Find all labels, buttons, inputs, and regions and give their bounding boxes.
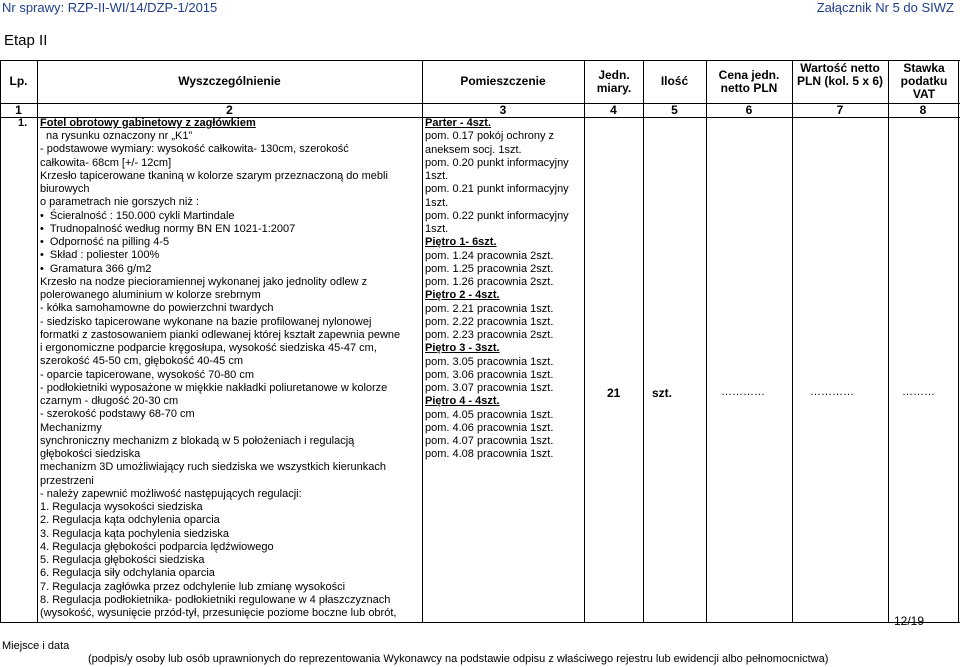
- description-line: czarnym - długość 20-30 cm: [40, 395, 179, 407]
- description-line: synchroniczny mechanizm z blokadą w 5 położeniach i regulacją: [40, 434, 355, 447]
- description-line: • Odporność na pilling 4-5: [40, 236, 169, 249]
- description-line: 1. Regulacja wysokości siedziska: [40, 501, 203, 513]
- room-line: pom. 2.21 pracownia 1szt.: [425, 302, 554, 315]
- grid-line: [888, 60, 889, 622]
- description-line: 6. Regulacja siły odchylania oparcia: [40, 567, 215, 580]
- description-line: (wysokość, wysunięcie przód-tył, przesunięcie poziome boczne lub obrót,: [40, 607, 397, 619]
- description-line: - należy zapewnić możliwość następujących regulacji:: [40, 487, 302, 500]
- room-line: pom. 3.06 pracownia 1szt.: [425, 368, 554, 381]
- description-line: - podłokietniki wyposażone w miękkie nakładki poliuretanowe w kolorze: [40, 381, 388, 394]
- room-line: pom. 2.22 pracownia 1szt.: [425, 315, 554, 328]
- room-line: pom. 4.07 pracownia 1szt.: [425, 435, 554, 447]
- grid-line: [0, 622, 960, 623]
- unit-value: szt.: [652, 386, 673, 400]
- description-line: • Gramatura 366 g/m2: [40, 263, 151, 276]
- room-line: 1szt.: [425, 196, 449, 209]
- description-line: Krzesło tapicerowane tkaniną w kolorze szarym przeznaczoną do mebli: [40, 169, 388, 182]
- room-line: pom. 1.26 pracownia 2szt.: [425, 276, 554, 288]
- description-line: 4. Regulacja głębokości podparcia lędźwiowego: [40, 540, 274, 553]
- grid-line: [37, 60, 38, 622]
- room-line: pom. 4.06 pracownia 1szt.: [425, 421, 554, 434]
- grid-line: [958, 60, 959, 622]
- description-line: 3. Regulacja kąta pochylenia siedziska: [40, 527, 229, 540]
- col-number: 4: [610, 103, 617, 117]
- room-line: pom. 4.05 pracownia 1szt.: [425, 408, 554, 421]
- row-number: 1.: [18, 117, 28, 129]
- col-number: 8: [919, 103, 927, 117]
- description-line: 8. Regulacja podłokietnika- podłokietniki regulowane w 4 płaszczyznach: [40, 593, 391, 606]
- room-line: pom. 0.21 punkt informacyjny: [425, 183, 569, 196]
- description-line: polerowanego aluminium w kolorze srebrnym: [40, 289, 261, 301]
- col-header-description: Wyszczególnienie: [178, 74, 281, 88]
- room-line: pom. 0.22 punkt informacyjny: [425, 209, 569, 222]
- col-header-unit: Jedn. miary.: [596, 68, 632, 95]
- floor-heading: Piętro 2 - 4szt.: [425, 289, 500, 302]
- description-line: formatki z zastosowaniem pianki odlewanej której kształt zapewnia pewne: [40, 328, 401, 341]
- description-line: całkowita- 68cm [+/- 12cm]: [40, 156, 172, 169]
- description-line: mechanizm 3D umożliwiający ruch siedziska we wszystkich kierunkach: [40, 461, 387, 474]
- room-line: pom. 4.08 pracownia 1szt.: [425, 448, 554, 461]
- description-line: • Trudnopalność według normy BN EN 1021-1:2007: [40, 223, 295, 236]
- description-line: - kółka samohamowne do powierzchni twardych: [40, 302, 274, 315]
- description-line: Mechanizmy: [40, 421, 102, 434]
- room-line: pom. 0.20 punkt informacyjny: [425, 156, 569, 169]
- signature-note: (podpis/y osoby lub osób uprawnionych do reprezentowania Wykonawcy na podstawie odpisu z właściwego rejestru lub ewidencji albo pełnomocnictwa): [88, 653, 829, 665]
- quantity-value: 21: [607, 386, 621, 400]
- room-line: aneksem socj. 1szt.: [425, 143, 522, 156]
- grid-line: [643, 60, 644, 622]
- floor-heading: Piętro 3 - 3szt.: [425, 342, 500, 355]
- attachment-label: Załącznik Nr 5 do SIWZ: [816, 0, 954, 15]
- grid-line: [0, 60, 1, 622]
- room-line: pom. 3.05 pracownia 1szt.: [425, 355, 554, 368]
- description-line: - oparcie tapicerowane, wysokość 70-80 cm: [40, 368, 254, 381]
- description-line: o parametrach nie gorszych niż :: [40, 196, 199, 209]
- item-title: Fotel obrotowy gabinetowy z zagłówkiem: [40, 117, 256, 129]
- grid-line: [706, 60, 707, 622]
- col-number: 6: [745, 103, 753, 117]
- description-line: • Skład : poliester 100%: [40, 249, 159, 262]
- case-number: Nr sprawy: RZP-II-WI/14/DZP-1/2015: [2, 0, 218, 15]
- description-line: przestrzeni: [40, 474, 94, 487]
- description-line: biurowych: [40, 183, 90, 195]
- room-line: pom. 1.24 pracownia 2szt.: [425, 249, 554, 262]
- description-line: szerokość 45-50 cm, głębokość 40-45 cm: [40, 355, 243, 368]
- col-header-quantity: Ilość: [660, 74, 689, 88]
- room-line: pom. 1.25 pracownia 2szt.: [425, 262, 554, 275]
- col-header-lp: Lp.: [9, 74, 28, 88]
- description-line: - siedzisko tapicerowane wykonane na bazie profilowanej nylonowej: [40, 315, 372, 328]
- col-header-room: Pomieszczenie: [460, 74, 546, 88]
- description-line: 7. Regulacja zagłówka przez odchylenie lub zmianę wysokości: [40, 580, 346, 593]
- description-line: Krzesło na nodze piecioramiennej wykonanej jako jednolity odlew z: [40, 275, 368, 288]
- description-line: - szerokość podstawy 68-70 cm: [40, 408, 195, 421]
- section-title: Etap II: [4, 32, 48, 49]
- unit-price-placeholder: …………: [721, 386, 765, 398]
- col-header-vat-rate: Stawka podatku VAT: [900, 61, 948, 101]
- room-line: pom. 0.17 pokój ochrony z: [425, 130, 555, 143]
- description-line: 2. Regulacja kąta odchylenia oparcia: [40, 514, 220, 527]
- description-line: • Ścieralność : 150.000 cykli Martindale: [40, 210, 235, 223]
- description-line: na rysunku oznaczony nr „K1”: [46, 130, 193, 142]
- grid-line: [584, 60, 585, 622]
- floor-heading: Piętro 4 - 4szt.: [425, 395, 500, 408]
- description-line: i ergonomiczne podparcie kręgosłupa, wysokość siedziska 45-47 cm,: [40, 342, 377, 354]
- grid-line: [792, 60, 793, 622]
- page-number: 12/19: [893, 614, 924, 628]
- vat-placeholder: ………: [902, 386, 935, 398]
- floor-heading: Parter - 4szt.: [425, 117, 492, 129]
- room-line: 1szt.: [425, 170, 449, 182]
- col-number: 3: [499, 103, 507, 117]
- description-line: 5. Regulacja głębokości siedziska: [40, 554, 205, 566]
- col-header-net-value: Wartość netto PLN (kol. 5 x 6): [796, 61, 884, 88]
- col-number: 1: [15, 103, 22, 117]
- floor-heading: Piętro 1- 6szt.: [425, 236, 497, 249]
- room-line: pom. 2.23 pracownia 2szt.: [425, 329, 554, 341]
- col-number: 7: [836, 103, 844, 117]
- room-line: 1szt.: [425, 223, 449, 235]
- col-number: 5: [671, 103, 678, 117]
- place-date-label: Miejsce i data: [2, 640, 70, 652]
- col-header-unit-price: Cena jedn. netto PLN: [718, 68, 780, 95]
- room-line: pom. 3.07 pracownia 1szt.: [425, 382, 554, 394]
- col-number: 2: [226, 103, 233, 117]
- description-line: głębokości siedziska: [40, 448, 141, 460]
- description-line: - podstawowe wymiary: wysokość całkowita- 130cm, szerokość: [40, 143, 349, 156]
- grid-line: [422, 60, 423, 622]
- net-value-placeholder: …………: [810, 386, 854, 398]
